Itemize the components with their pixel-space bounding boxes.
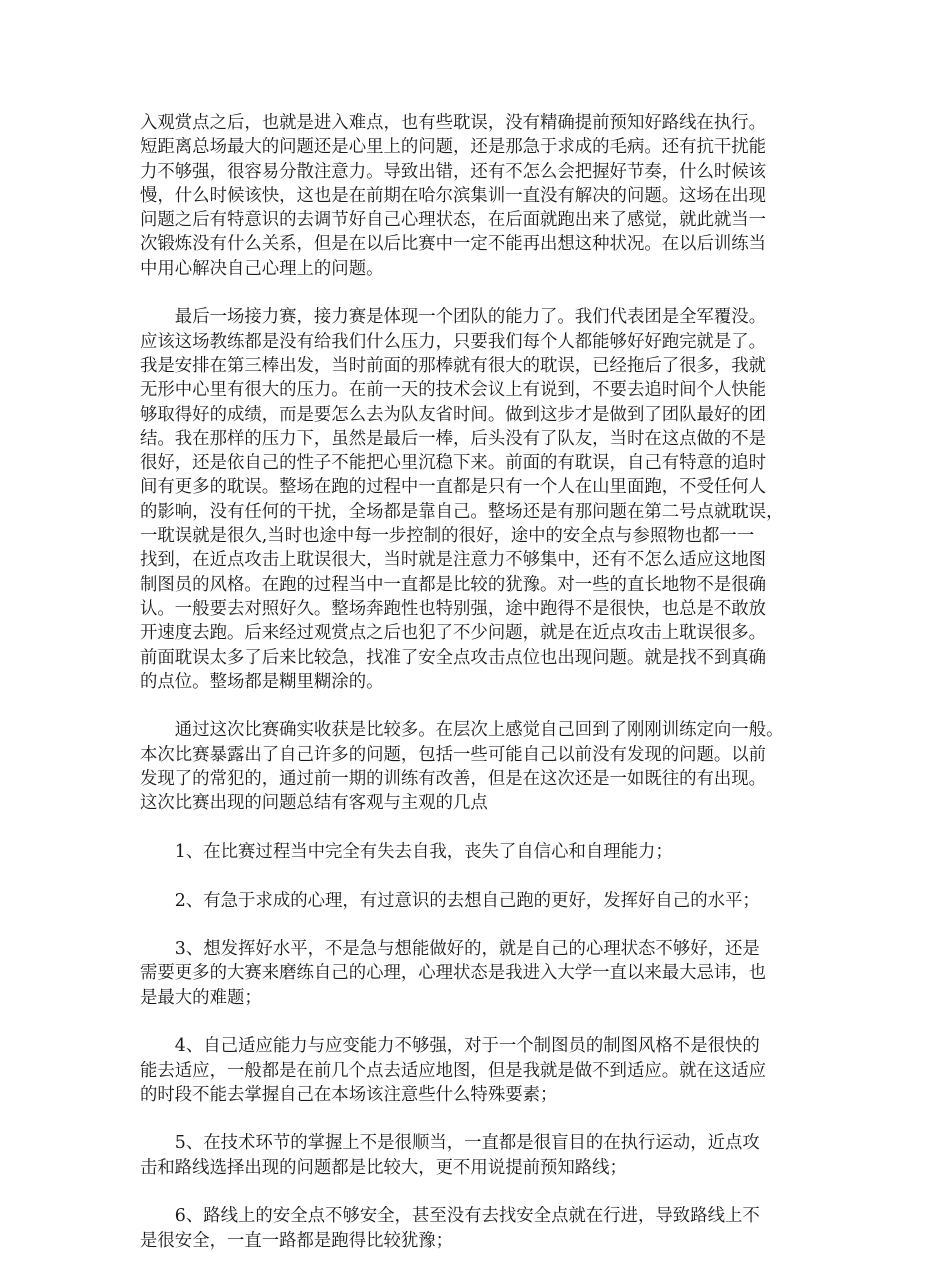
text-line: 能去适应，一般都是在前几个点去适应地图，但是我就是做不到适应。就在这适应: [140, 1060, 767, 1081]
text-line: 这次比赛出现的问题总结有客观与主观的几点: [140, 793, 488, 814]
text-line: 够取得好的成绩，而是要怎么去为队友省时间。做到这步才是做到了团队最好的团: [140, 404, 767, 425]
text-line: 击和路线选择出现的问题都是比较大，更不用说提前预知路线；: [140, 1157, 627, 1178]
list-item-3: [140, 937, 830, 1010]
text-line: 找到，在近点攻击上耽误很大，当时就是注意力不够集中，还有不怎么适应这地图: [140, 550, 767, 571]
text-line: 5、在技术环节的掌握上不是很顺当，一直都是很盲目的在执行运动，近点攻: [174, 1133, 760, 1154]
text-line: 慢，什么时候该快，这也是在前期在哈尔滨集训一直没有解决的问题。这场在出现: [140, 185, 767, 206]
text-line: 制图员的风格。在跑的过程当中一直都是比较的犹豫。对一些的直长地物不是很确: [140, 574, 767, 595]
text-line: 的点位。整场都是糊里糊涂的。: [140, 671, 384, 692]
text-line: 力不够强，很容易分散注意力。导致出错，还有不怎么会把握好节奏，什么时候该: [140, 161, 767, 182]
list-item-2: [140, 889, 830, 913]
paragraph-2: [140, 305, 830, 694]
text-line: 3、想发挥好水平，不是急与想能做好的，就是自己的心理状态不够好，还是: [174, 939, 760, 960]
text-line: 认。一般要去对照好久。整场奔跑性也特别强，途中跑得不是很快，也总是不敢放: [140, 598, 767, 619]
text-line: 间有更多的耽误。整场在跑的过程中一直都是只有一个人在山里面跑，不受任何人: [140, 477, 767, 498]
text-line: 1、在比赛过程当中完全有失去自我，丧失了自信心和自理能力；: [174, 841, 673, 862]
text-line: 很好，还是依自己的性子不能把心里沉稳下来。前面的有耽误，自己有特意的追时: [140, 453, 767, 474]
text-line: 中用心解决自己心理上的问题。: [140, 258, 384, 279]
text-line: 我是安排在第三棒出发，当时前面的那棒就有很大的耽误，已经拖后了很多，我就: [140, 355, 767, 376]
text-line: 通过这次比赛确实收获是比较多。在层次上感觉自己回到了刚刚训练定向一般。: [174, 720, 784, 741]
text-line: 开速度去跑。后来经过观赏点之后也犯了不少问题，就是在近点攻击上耽误很多。: [140, 623, 767, 644]
text-line: 问题之后有特意识的去调节好自己心理状态，在后面就跑出来了感觉，就此就当一: [140, 210, 767, 231]
list-item-1: [140, 840, 830, 864]
text-line: 无形中心里有很大的压力。在前一天的技术会议上有说到，不要去追时间个人快能: [140, 380, 767, 401]
text-line: 应该这场教练都是没有给我们什么压力，只要我们每个人都能够好好跑完就是了。: [140, 331, 767, 352]
text-line: 一耽误就是很久,当时也途中每一步控制的很好，途中的安全点与参照物也都一一: [140, 526, 755, 547]
list-item-6: [140, 1204, 830, 1253]
text-line: 是很安全，一直一路都是跑得比较犹豫；: [140, 1230, 454, 1251]
paragraph-1: [140, 111, 830, 281]
list-item-5: [140, 1131, 830, 1180]
paragraph-3: [140, 718, 830, 815]
text-line: 是最大的难题；: [140, 987, 262, 1008]
text-line: 需要更多的大赛来磨练自己的心理，心理状态是我进入大学一直以来最大忌讳，也: [140, 963, 767, 984]
text-line: 6、路线上的安全点不够安全，甚至没有去找安全点就在行进，导致路线上不: [174, 1206, 760, 1227]
text-line: 次锻炼没有什么关系，但是在以后比赛中一定不能再出想这种状况。在以后训练当: [140, 234, 767, 255]
text-line: 最后一场接力赛，接力赛是体现一个团队的能力了。我们代表团是全军覆没。: [174, 307, 767, 328]
text-line: 的影响，没有任何的干扰，全场都是靠自己。整场还是有那问题在第二号点就耽误，: [140, 501, 784, 522]
text-line: 前面耽误太多了后来比较急，找准了安全点攻击点位也出现问题。就是找不到真确: [140, 647, 767, 668]
text-line: 发现了的常犯的，通过前一期的训练有改善，但是在这次还是一如既往的有出现。: [140, 769, 767, 790]
text-line: 本次比赛暴露出了自己许多的问题，包括一些可能自己以前没有发现的问题。以前: [140, 744, 767, 765]
text-line: 入观赏点之后，也就是进入难点，也有些耽误，没有精确提前预知好路线在执行。: [140, 113, 767, 133]
text-line: 的时段不能去掌握自己在本场该注意些什么特殊要素；: [140, 1084, 558, 1105]
list-item-4: [140, 1034, 830, 1107]
text-line: 短距离总场最大的问题还是心里上的问题，还是那急于求成的毛病。还有抗干扰能: [140, 137, 767, 158]
text-line: 4、自己适应能力与应变能力不够强，对于一个制图员的制图风格不是很快的: [174, 1036, 760, 1057]
document-page: [140, 111, 830, 1277]
text-line: 结。我在那样的压力下，虽然是最后一棒，后头没有了队友，当时在这点做的不是: [140, 428, 767, 449]
text-line: 2、有急于求成的心理，有过意识的去想自己跑的更好，发挥好自己的水平；: [174, 890, 760, 911]
